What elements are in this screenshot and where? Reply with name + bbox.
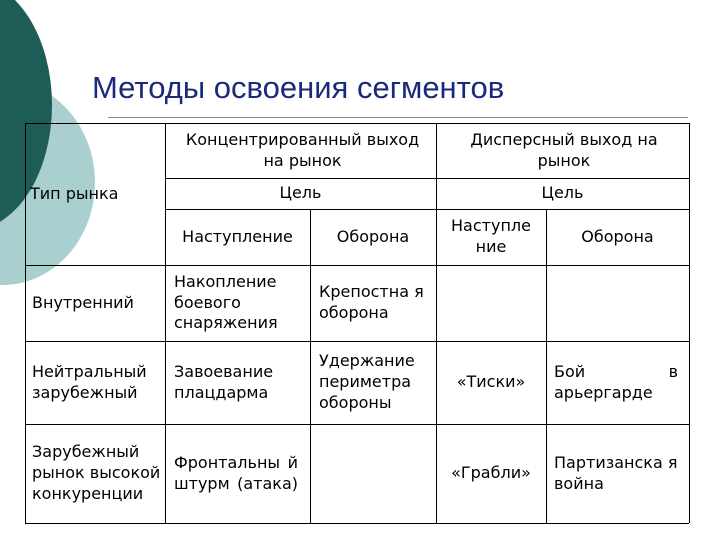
cell-dispersed-defense: Партизанска я война — [554, 452, 678, 493]
table-border-left — [25, 123, 26, 523]
cell-concentrated-defense: Крепостна я оборона — [319, 282, 424, 322]
header-defense-1: Оборона — [336, 226, 410, 246]
header-goal-1: Цель — [279, 183, 322, 203]
cell-dispersed-defense — [546, 265, 689, 341]
header-concentrated: Концентрированный выход на рынок — [185, 130, 420, 170]
header-attack-2: Наступле ние — [451, 216, 531, 256]
slide-title: Методы освоения сегментов — [92, 70, 505, 105]
table-border-right — [689, 123, 690, 523]
header-goal-2: Цель — [541, 183, 584, 203]
header-market-type: Тип рынка — [30, 183, 119, 203]
cell-concentrated-defense — [319, 424, 436, 523]
cell-dispersed-defense: Бой в арьергарде — [554, 361, 678, 402]
cell-dispersed-attack: «Тиски» — [456, 372, 526, 392]
header-defense-2: Оборона — [581, 226, 654, 246]
row-market-2: Нейтральный зарубежный — [32, 361, 147, 402]
row-market-3: Зарубежный рынок высокой конкуренции — [32, 442, 161, 503]
row-market-1: Внутренний — [32, 292, 134, 312]
cell-concentrated-defense: Удержание периметра обороны — [319, 351, 415, 412]
cell-concentrated-attack: Завоевание плацдарма — [174, 361, 274, 402]
header-dispersed: Дисперсный выход на рынок — [470, 130, 658, 170]
table-border-bottom — [25, 523, 689, 524]
cell-dispersed-attack — [436, 265, 546, 341]
cell-dispersed-attack: «Грабли» — [451, 463, 531, 483]
header-attack-1: Наступление — [182, 226, 293, 246]
cell-concentrated-attack: Накопление боевого снаряжения — [174, 271, 278, 333]
cell-concentrated-attack: Фронтальны й штурм (атака) — [174, 452, 298, 493]
